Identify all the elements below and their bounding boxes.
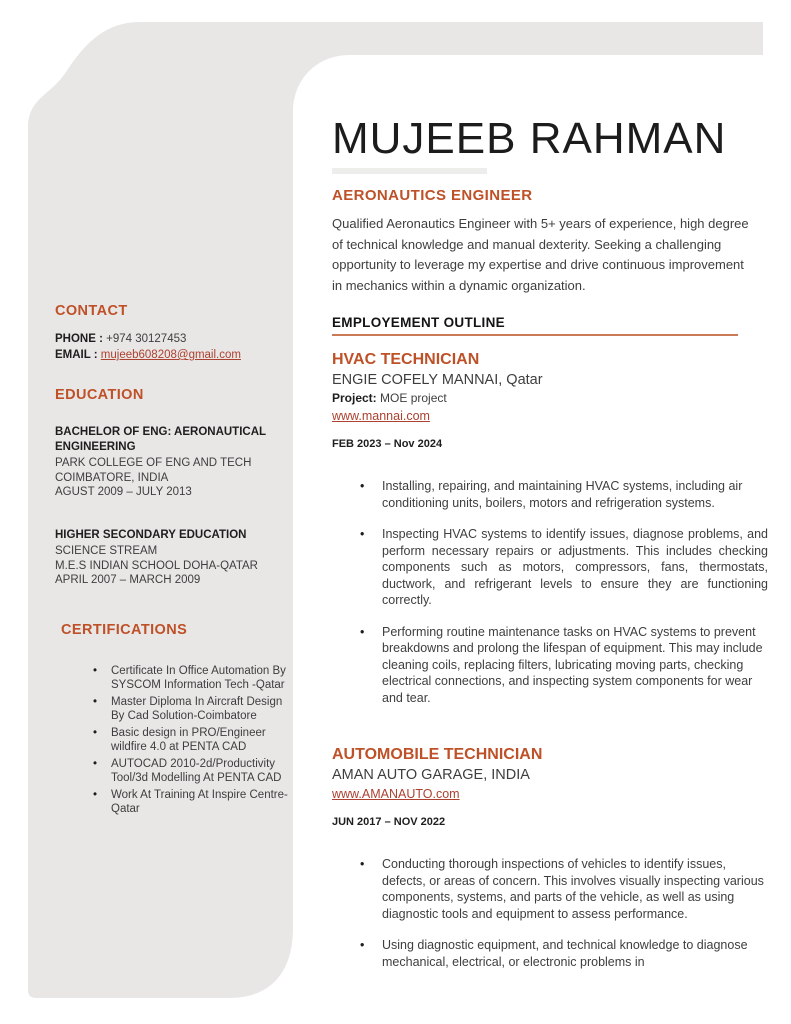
email-link[interactable]: mujeeb608208@gmail.com [100,349,241,361]
education-item [55,528,293,588]
company-website-link[interactable]: www.mannai.com [332,409,430,424]
contact-section [55,303,293,363]
job-bullet: • Conducting thorough inspections of vehicles to identify issues, defects, or areas of concern. This involves visually inspecting various components, systems, and parts of the vehicle, as well as using diagnostic tools and equipment to assess performance. [360,856,768,922]
email-label: EMAIL : [55,349,98,361]
certification-item: • AUTOCAD 2010-2d/Productivity Tool/3d Modelling At PENTA CAD [93,757,293,786]
project-value: MOE project [380,391,447,406]
certifications-section [55,622,293,817]
education-section [55,387,293,588]
job-bullet-list [332,856,768,970]
sidebar [55,303,293,819]
job-company: ENGIE COFELY MANNAI, Qatar [332,372,543,389]
education-heading: EDUCATION [55,387,144,403]
job-title: AUTOMOBILE TECHNICIAN [332,746,543,764]
phone-value: +974 30127453 [106,333,187,345]
contact-heading: CONTACT [55,303,128,319]
role-title: AERONAUTICS ENGINEER [332,187,533,205]
phone-label: PHONE : [55,333,103,345]
education-school: SCIENCE STREAM [55,545,158,557]
candidate-name: MUJEEB RAHMAN [332,114,727,163]
job-bullet: • Inspecting HVAC systems to identify issues, diagnose problems, and perform necessary repairs or adjustments. This includes checking components such as motors, compressors, fans, thermostats, ductwork, and refrigerant levels to ensure they are functioning correctly. [360,526,768,609]
job-dates: JUN 2017 – NOV 2022 [332,816,446,829]
main-column [332,116,768,985]
job-bullet: • Installing, repairing, and maintaining HVAC systems, including air conditioning units, boilers, motors and refrigeration systems. [360,478,768,511]
job-dates: FEB 2023 – Nov 2024 [332,438,443,451]
job-automobile-technician [332,746,768,970]
job-bullet: • Using diagnostic equipment, and technical knowledge to diagnose mechanical, electrical, or electronic problems in [360,937,768,970]
certifications-list [61,664,293,817]
employment-heading-rule [332,334,738,336]
certifications-heading: CERTIFICATIONS [61,621,188,638]
job-hvac-technician [332,351,768,706]
job-title: HVAC TECHNICIAN [332,351,480,369]
company-website-link[interactable]: www.AMANAUTO.com [332,787,460,802]
certification-item: • Master Diploma In Aircraft Design By Cad Solution-Coimbatore [93,695,293,724]
certification-item: • Certificate In Office Automation By SYSCOM Information Tech -Qatar [93,664,293,693]
job-bullet: • Performing routine maintenance tasks on HVAC systems to prevent breakdowns and prolong the lifespan of equipment. This may include cleaning coils, replacing filters, lubricating moving parts, checking electrical connections, and inspecting system components for wear and tear. [360,624,768,707]
name-underline-bar [332,168,487,174]
education-degree: BACHELOR OF ENG: AERONAUTICAL ENGINEERING [55,426,266,453]
education-degree: HIGHER SECONDARY EDUCATION [55,528,247,541]
certification-item: • Work At Training At Inspire Centre- Qatar [93,788,293,817]
summary-paragraph: Qualified Aeronautics Engineer with 5+ years of experience, high degree of technical knowledge and manual dexterity. Seeking a challenging opportunity to leverage my expertise and drive continuous improvement in mechanics within a dynamic organization. [332,216,749,293]
phone-row [55,331,293,347]
education-location: M.E.S INDIAN SCHOOL DOHA-QATAR [55,559,258,572]
job-company: AMAN AUTO GARAGE, INDIA [332,767,530,784]
email-row [55,347,293,363]
job-project-line [332,390,768,407]
education-location: COIMBATORE, INDIA [55,471,169,484]
job-bullet-list [332,478,768,706]
certification-item: • Basic design in PRO/Engineer wildfire 4.0 at PENTA CAD [93,726,293,755]
project-label: Project: [332,391,377,406]
education-school: PARK COLLEGE OF ENG AND TECH [55,457,252,469]
education-dates: APRIL 2007 – MARCH 2009 [55,574,201,586]
education-item [55,425,293,500]
employment-outline-heading: EMPLOYEMENT OUTLINE [332,315,505,331]
education-dates: AGUST 2009 – JULY 2013 [55,486,192,498]
